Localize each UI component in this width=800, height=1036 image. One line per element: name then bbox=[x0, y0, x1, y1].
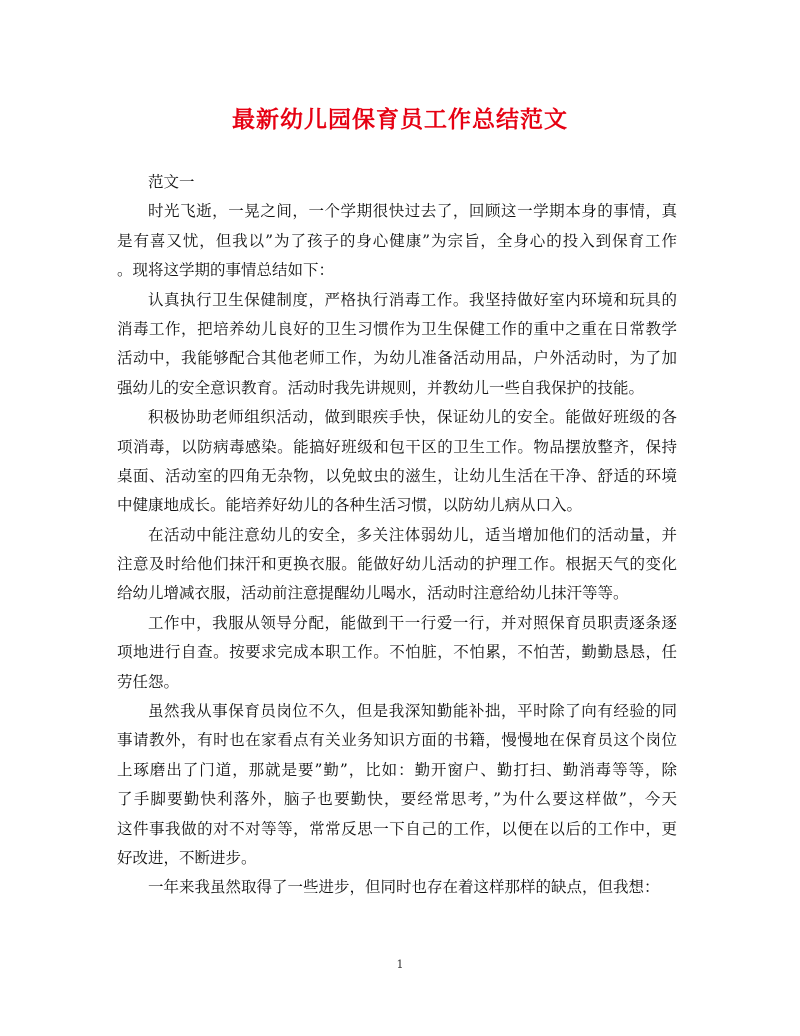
paragraph-line: 项消毒，以防病毒感染。能搞好班级和包干区的卫生工作。物品摆放整齐，保持 bbox=[117, 437, 677, 456]
paragraph-diligence bbox=[117, 697, 677, 873]
paragraph-line: 了手脚要勤快利落外，脑子也要勤快，要经常思考，”为什么要这样做”，今天 bbox=[117, 790, 677, 809]
paragraph-work-attitude bbox=[117, 609, 677, 697]
paragraph-line: 桌面、活动室的四角无杂物，以免蚊虫的滋生，让幼儿生活在干净、舒适的环境 bbox=[117, 466, 677, 485]
paragraph-line: 虽然我从事保育员岗位不久，但是我深知勤能补拙，平时除了向有经验的同 bbox=[148, 702, 677, 721]
document-title: 最新幼儿园保育员工作总结范文 bbox=[232, 107, 568, 133]
page-number: 1 bbox=[396, 958, 404, 971]
paragraph-line: 好改进，不断进步。 bbox=[117, 848, 257, 867]
paragraph-line: 劳任怨。 bbox=[117, 672, 180, 691]
paragraph-line: 一年来我虽然取得了一些进步，但同时也存在着这样那样的缺点，但我想： bbox=[148, 878, 660, 897]
paragraph-intro bbox=[117, 197, 677, 285]
paragraph-heading-sample-one bbox=[117, 168, 677, 197]
paragraph-line: 。现将这学期的事情总结如下： bbox=[117, 261, 335, 280]
paragraph-line: 是有喜又忧，但我以”为了孩子的身心健康”为宗旨，全身心的投入到保育工作 bbox=[117, 231, 677, 250]
paragraph-line: 这件事我做的对不对等等，常常反思一下自己的工作，以便在以后的工作中，更 bbox=[117, 819, 677, 838]
paragraph-line: 上琢磨出了门道，那就是要”勤”，比如：勤开窗户、勤打扫、勤消毒等等，除 bbox=[117, 760, 677, 779]
paragraph-line: 注意及时给他们抹汗和更换衣服。能做好幼儿活动的护理工作。根据天气的变化 bbox=[117, 555, 677, 574]
paragraph-safety bbox=[117, 521, 677, 609]
paragraph-line: 范文一 bbox=[148, 173, 195, 191]
paragraph-line: 强幼儿的安全意识教育。活动时我先讲规则，并教幼儿一些自我保护的技能。 bbox=[117, 378, 645, 397]
paragraph-line: 项地进行自查。按要求完成本职工作。不怕脏，不怕累，不怕苦，勤勤恳恳，任 bbox=[117, 643, 677, 662]
paragraph-shortcomings bbox=[117, 873, 677, 902]
paragraph-hygiene bbox=[117, 286, 677, 404]
paragraph-line: 认真执行卫生保健制度，严格执行消毒工作。我坚持做好室内环境和玩具的 bbox=[148, 290, 677, 309]
document-body bbox=[117, 168, 677, 903]
paragraph-line: 工作中，我服从领导分配，能做到干一行爱一行，并对照保育员职责逐条逐 bbox=[148, 613, 677, 632]
paragraph-line: 事请教外，有时也在家看点有关业务知识方面的书籍，慢慢地在保育员这个岗位 bbox=[117, 731, 677, 750]
paragraph-line: 中健康地成长。能培养好幼儿的各种生活习惯，以防幼儿病从口入。 bbox=[117, 496, 583, 515]
paragraph-line: 给幼儿增减衣服，活动前注意提醒幼儿喝水，活动时注意给幼儿抹汗等等。 bbox=[117, 584, 629, 603]
paragraph-line: 积极协助老师组织活动，做到眼疾手快，保证幼儿的安全。能做好班级的各 bbox=[148, 408, 677, 427]
paragraph-line: 在活动中能注意幼儿的安全，多关注体弱幼儿，适当增加他们的活动量，并 bbox=[148, 525, 677, 544]
paragraph-line: 消毒工作，把培养幼儿良好的卫生习惯作为卫生保健工作的重中之重在日常教学 bbox=[117, 319, 677, 338]
paragraph-line: 时光飞逝，一晃之间，一个学期很快过去了，回顾这一学期本身的事情，真 bbox=[148, 202, 677, 221]
paragraph-line: 活动中，我能够配合其他老师工作，为幼儿准备活动用品，户外活动时，为了加 bbox=[117, 349, 677, 368]
paragraph-assist-activities bbox=[117, 403, 677, 521]
